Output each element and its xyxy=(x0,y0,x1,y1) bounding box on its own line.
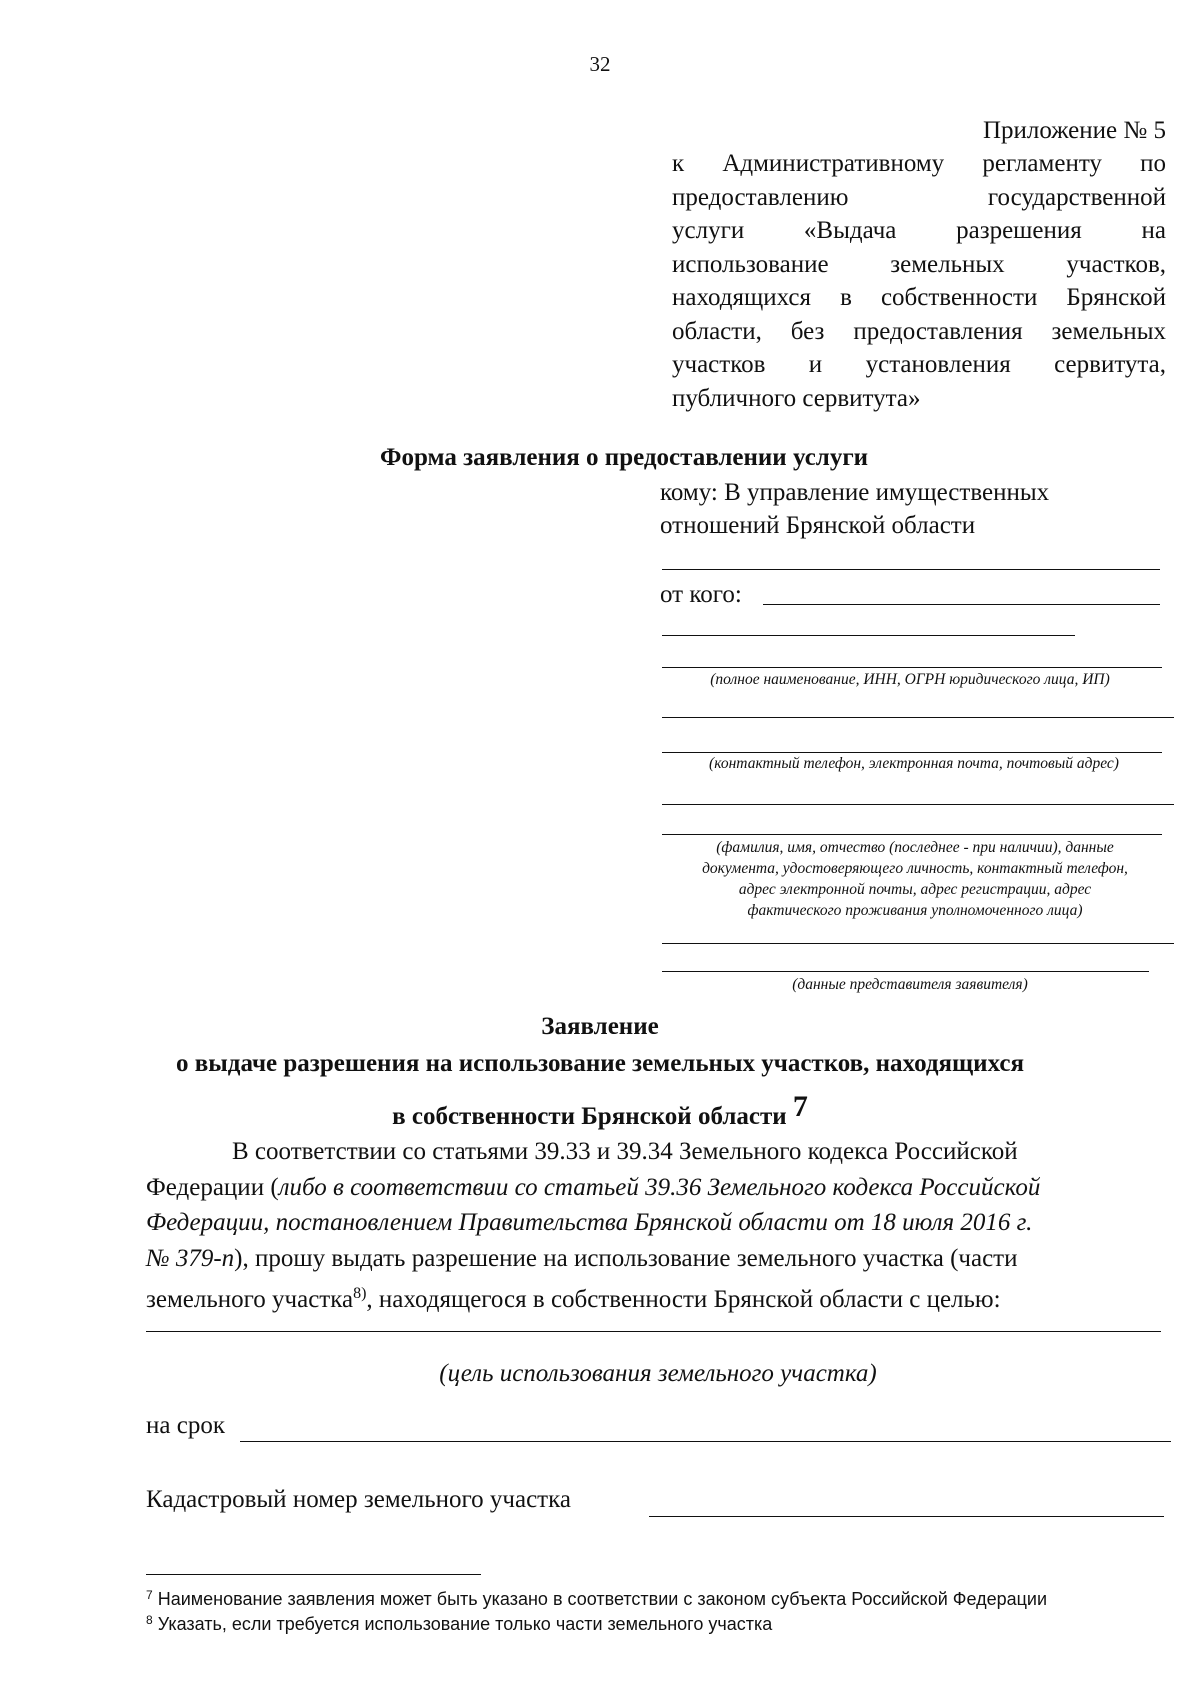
blank-line[interactable] xyxy=(662,667,1162,668)
from-label: от кого: xyxy=(660,581,742,608)
appendix-line: предоставлению государственной xyxy=(672,183,1166,211)
page-number: 32 xyxy=(589,52,611,76)
footnote-reference-7: 7 xyxy=(792,1090,808,1123)
paragraph-text: Федерации ( xyxy=(146,1173,279,1201)
addressee-to-line: отношений Брянской области xyxy=(660,512,976,539)
appendix-line: услуги «Выдача разрешения на xyxy=(672,217,1166,244)
blank-line[interactable] xyxy=(662,717,1174,718)
paragraph-text: ), прошу выдать разрешение на использование земельного участка (части xyxy=(234,1244,1018,1272)
term-field-line[interactable] xyxy=(240,1441,1171,1442)
blank-line[interactable] xyxy=(662,943,1174,944)
appendix-line: находящихся в собственности Брянской xyxy=(672,284,1166,311)
paragraph-line xyxy=(146,1241,1170,1277)
blank-line[interactable] xyxy=(662,569,1160,570)
paragraph-line xyxy=(146,1205,1170,1241)
cadastral-label: Кадастровый номер земельного участка xyxy=(146,1486,571,1513)
applicant-representative-caption: (данные представителя заявителя) xyxy=(792,976,1028,993)
footnote-reference-8: 8) xyxy=(353,1285,367,1302)
caption-line: адрес электронной почты, адрес регистрации, адрес xyxy=(738,881,1092,898)
paragraph-line xyxy=(146,1276,1170,1318)
paragraph-text: , находящегося в собственности Брянской области с целью: xyxy=(366,1286,1001,1313)
blank-line[interactable] xyxy=(662,971,1149,972)
appendix-line: к Административному регламенту по xyxy=(672,150,1166,177)
cadastral-field-line[interactable] xyxy=(649,1516,1164,1517)
footnote-separator xyxy=(146,1574,481,1575)
caption-line: фактического проживания уполномоченного лица) xyxy=(747,902,1083,919)
footnote-ref: 8 xyxy=(146,1613,153,1627)
footnote-text: Наименование заявления может быть указано в соответствии с законом субъекта Российской Федерации xyxy=(157,1589,1048,1609)
appendix-line: области, без предоставления земельных xyxy=(672,317,1166,345)
appendix-description xyxy=(672,147,1166,415)
caption-line: (фамилия, имя, отчество (последнее - при наличии), данные xyxy=(716,839,1114,856)
application-paragraph xyxy=(146,1134,1170,1318)
paragraph-italic-text: либо в соответствии со статьей 39.36 Земельного кодекса Российской xyxy=(278,1173,1041,1201)
caption-line: документа, удостоверяющего личность, контактный телефон, xyxy=(702,860,1128,877)
legal-entity-caption: (полное наименование, ИНН, ОГРН юридического лица, ИП) xyxy=(710,671,1110,688)
footnote-ref: 7 xyxy=(146,1588,153,1602)
paragraph-line xyxy=(146,1170,1170,1206)
appendix-title: Приложение № 5 xyxy=(982,117,1166,144)
application-title: Заявление xyxy=(541,1013,659,1040)
appendix-line: публичного сервитута» xyxy=(672,384,921,412)
footnote-text: Указать, если требуется использование только части земельного участка xyxy=(157,1614,773,1634)
blank-line[interactable] xyxy=(662,804,1174,805)
paragraph-text: земельного участка xyxy=(146,1286,354,1313)
form-title: Форма заявления о предоставлении услуги xyxy=(380,444,869,471)
application-subtitle-text: в собственности Брянской области xyxy=(392,1103,787,1130)
footnote-8 xyxy=(146,1613,772,1635)
purpose-field-line[interactable] xyxy=(146,1331,1161,1332)
appendix-line: использование земельных участков, xyxy=(672,250,1166,278)
footnote-7 xyxy=(146,1588,1047,1610)
application-subtitle-line xyxy=(100,1090,1100,1131)
representative-caption xyxy=(650,837,1180,921)
addressee-to-line: кому: В управление имущественных xyxy=(660,479,1050,506)
contacts-caption: (контактный телефон, электронная почта, почтовый адрес) xyxy=(709,755,1119,772)
purpose-caption: (цель использования земельного участка) xyxy=(439,1360,877,1387)
application-subtitle-line: о выдаче разрешения на использование земельных участков, находящихся xyxy=(176,1050,1024,1077)
term-label: на срок xyxy=(146,1412,225,1439)
appendix-line: участков и установления сервитута, xyxy=(672,351,1166,378)
blank-line[interactable] xyxy=(662,834,1162,835)
paragraph-italic-text: № 379-п xyxy=(146,1244,235,1272)
paragraph-line: В соответствии со статьями 39.33 и 39.34 Земельного кодекса Российской xyxy=(232,1138,1018,1165)
from-field-line[interactable] xyxy=(763,604,1160,605)
paragraph-italic-text: Федерации, постановлением Правительства Брянской области от 18 июля 2016 г. xyxy=(146,1209,1033,1236)
blank-line[interactable] xyxy=(662,635,1075,636)
